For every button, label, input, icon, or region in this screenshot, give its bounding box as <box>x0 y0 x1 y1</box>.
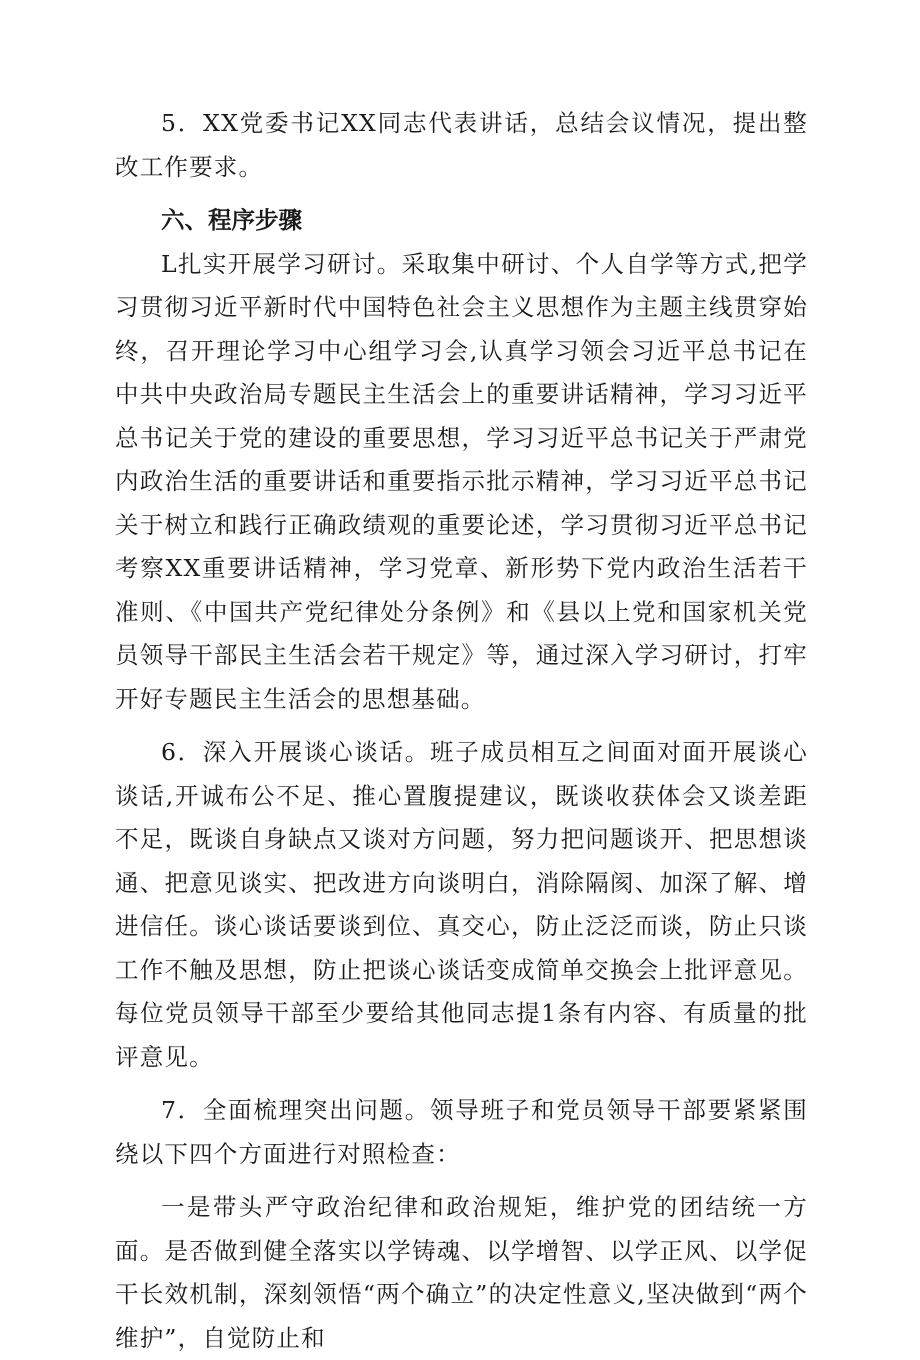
item-6-paragraph: 6．深入开展谈心谈话。班子成员相互之间面对面开展谈心谈话,开诚布公不足、推心置腹提建议，既谈收获体会又谈差距不足，既谈自身缺点又谈对方问题，努力把问题谈开、把思想谈通、把意见谈实、把改进方向谈明白，消除隔阂、加深了解、增进信任。谈心谈话要谈到位、真交心，防止泛泛而谈，防止只谈工作不触及思想，防止把谈心谈话变成简单交换会上批评意见。每位党员领导干部至少要给其他同志提1条有内容、有质量的批评意见。 <box>115 738 808 1071</box>
item-5-paragraph: 5．XX党委书记XX同志代表讲话，总结会议情况，提出整改工作要求。 <box>115 109 808 181</box>
point-one-paragraph: 一是带头严守政治纪律和政治规矩，维护党的团结统一方面。是否做到健全落实以学铸魂、以学增智、以学正风、以学促干长效机制，深刻领悟“两个确立”的决定性意义,坚决做到“两个维护”，自觉防止和 <box>115 1193 808 1352</box>
item-1-paragraph: L扎实开展学习研讨。采取集中研讨、个人自学等方式,把学习贯彻习近平新时代中国特色社会主义思想作为主题主线贯穿始终，召开理论学习中心组学习会,认真学习领会习近平总书记在中共中央政治局专题民主生活会上的重要讲话精神，学习习近平总书记关于党的建设的重要思想，学习习近平总书记关于严肃党内政治生活的重要讲话和重要指示批示精神，学习习近平总书记关于树立和践行正确政绩观的重要论述，学习贯彻习近平总书记考察XX重要讲话精神，学习党章、新形势下党内政治生活若干准则、《中国共产党纪律处分条例》和《县以上党和国家机关党员领导干部民主生活会若干规定》等，通过深入学习研讨，打牢开好专题民主生活会的思想基础。 <box>115 249 808 713</box>
item-7-paragraph: 7．全面梳理突出问题。领导班子和党员领导干部要紧紧围绕以下四个方面进行对照检查： <box>115 1096 808 1168</box>
section-heading: 六、程序步骤 <box>161 206 302 234</box>
